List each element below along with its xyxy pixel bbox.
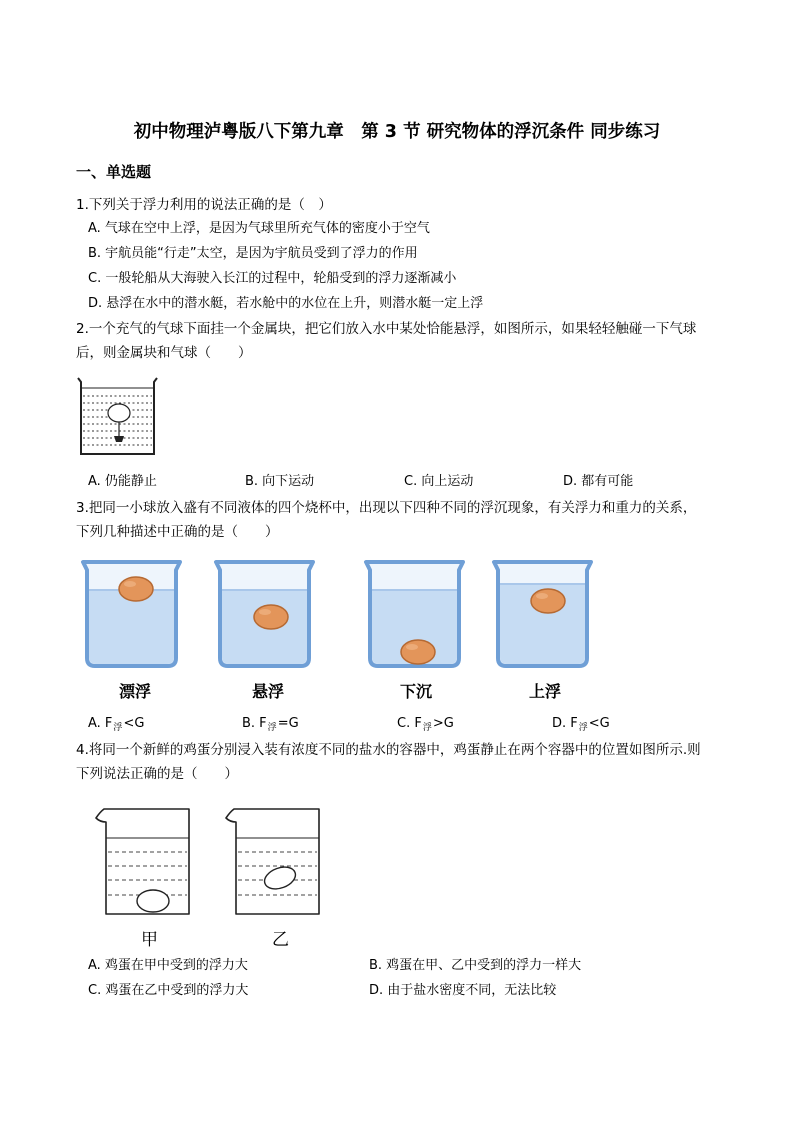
beaker-label-sinking: 下沉 (400, 682, 433, 701)
question-1-option-a[interactable]: A. 气球在空中上浮，是因为气球里所充气体的密度小于空气 (88, 221, 430, 236)
beaker-label-rising: 上浮 (529, 682, 562, 701)
subscript-buoyancy: 浮 (267, 723, 277, 733)
option-text: B. F (242, 716, 267, 731)
question-4-option-b[interactable]: B. 鸡蛋在甲、乙中受到的浮力一样大 (369, 958, 582, 973)
beaker-label-floating: 漂浮 (119, 682, 152, 701)
question-3-stem-line-2: 下列几种描述中正确的是（ ） (76, 524, 279, 540)
question-4-option-a[interactable]: A. 鸡蛋在甲中受到的浮力大 (88, 958, 248, 973)
question-4-option-c[interactable]: C. 鸡蛋在乙中受到的浮力大 (88, 983, 249, 998)
beaker-label-yi: 乙 (272, 930, 289, 950)
beaker-yi (224, 808, 322, 916)
question-1-option-d[interactable]: D. 悬浮在水中的潜水艇，若水舱中的水位在上升，则潜水艇一定上浮 (88, 296, 484, 311)
question-2-option-b[interactable]: B. 向下运动 (245, 474, 315, 489)
beaker-sinking (362, 560, 467, 670)
balloon-beaker-figure (76, 376, 160, 456)
question-2-stem-line-1: 2.一个充气的气球下面挂一个金属块，把它们放入水中某处恰能悬浮，如图所示，如果轻轻触碰一下气球 (76, 321, 697, 337)
question-4-stem-line-1: 4.将同一个新鲜的鸡蛋分别浸入装有浓度不同的盐水的容器中，鸡蛋静止在两个容器中的位置如图所示.则 (76, 742, 701, 758)
question-3-option-c[interactable] (397, 716, 454, 733)
question-3-stem-line-1: 3.把同一小球放入盛有不同液体的四个烧杯中，出现以下四种不同的浮沉现象，有关浮力和重力的关系， (76, 500, 697, 516)
question-2-option-d[interactable]: D. 都有可能 (563, 474, 634, 489)
option-text: A. F (88, 716, 113, 731)
subscript-buoyancy: 浮 (578, 723, 588, 733)
question-1-stem: 1.下列关于浮力利用的说法正确的是（ ） (76, 197, 332, 213)
option-text: <G (588, 716, 610, 731)
question-4-stem-line-2: 下列说法正确的是（ ） (76, 766, 238, 782)
beaker-suspended (212, 560, 317, 670)
beaker-label-suspended: 悬浮 (252, 682, 285, 701)
question-1-option-b[interactable]: B. 宇航员能“行走”太空，是因为宇航员受到了浮力的作用 (88, 246, 418, 261)
question-3-option-d[interactable] (552, 716, 610, 733)
beaker-rising (490, 560, 595, 670)
option-text: =G (277, 716, 299, 731)
subscript-buoyancy: 浮 (422, 723, 432, 733)
option-text: <G (123, 716, 145, 731)
question-2-option-a[interactable]: A. 仍能静止 (88, 474, 157, 489)
option-text: >G (432, 716, 454, 731)
question-2-stem-line-2: 后，则金属块和气球（ ） (76, 345, 252, 361)
beaker-jia (94, 808, 192, 916)
question-1-option-c[interactable]: C. 一般轮船从大海驶入长江的过程中，轮船受到的浮力逐渐减小 (88, 271, 457, 286)
option-text: C. F (397, 716, 422, 731)
question-4-option-d[interactable]: D. 由于盐水密度不同，无法比较 (369, 983, 557, 998)
option-text: D. F (552, 716, 578, 731)
subscript-buoyancy: 浮 (113, 723, 123, 733)
question-3-option-b[interactable] (242, 716, 299, 733)
beaker-floating (79, 560, 184, 670)
section-heading: 一、单选题 (76, 163, 152, 181)
question-3-option-a[interactable] (88, 716, 144, 733)
question-2-option-c[interactable]: C. 向上运动 (404, 474, 474, 489)
page-title: 初中物理泸粤版八下第九章 第 3 节 研究物体的浮沉条件 同步练习 (133, 122, 661, 142)
beaker-label-jia: 甲 (141, 930, 158, 950)
